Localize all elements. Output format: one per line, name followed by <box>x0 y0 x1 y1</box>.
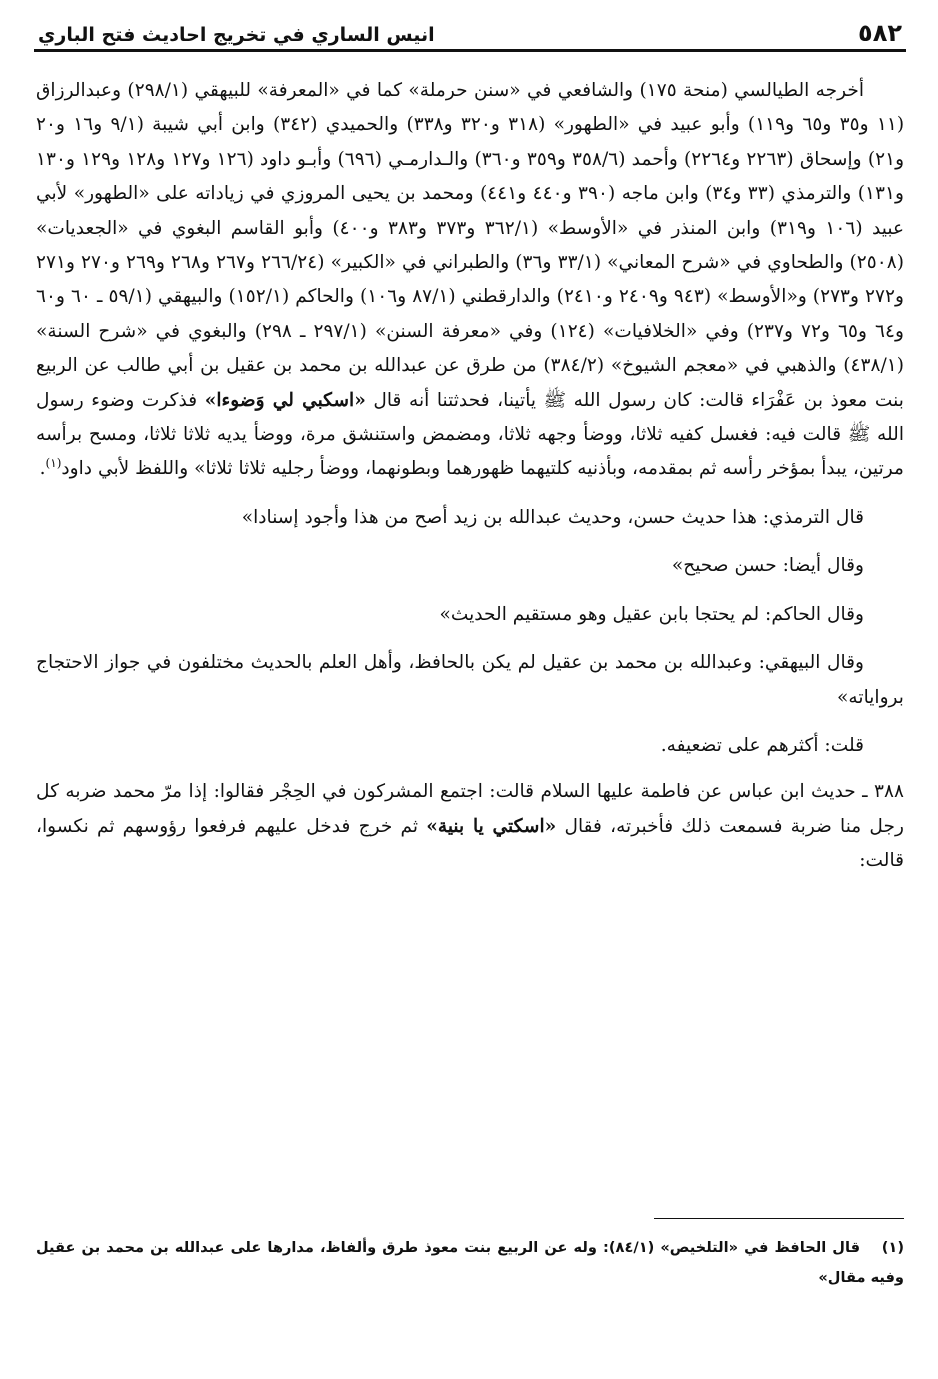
paragraph-takhrij-continuation: فذكرت وضوء رسول الله ﷺ قالت فيه: فغسل كفيه ثلاثا، ووضأ وجهه ثلاثا، ومضمض واستنشق مرة، ووضأ يديه ثلاثا ثلاثا، ومسح برأسه مرتين، يبدأ بمؤخر رأسه ثم بمقدمه، وبأذنيه كلتيهما ظهورهما وبطونهما، ووضأ رجليه ثلاثا ثلاثا» واللفظ لأبي داود <box>36 389 904 480</box>
paragraph-end-mark: . <box>39 458 46 480</box>
running-head <box>34 14 906 52</box>
footnote-area <box>36 1218 904 1293</box>
paragraph-tirmidhi: قال الترمذي: هذا حديث حسن، وحديث عبدالله بن زيد أصح من هذا وأجود إسنادا» <box>241 506 864 528</box>
book-title: انيس الساري في تخريج احاديث فتح الباري <box>38 24 435 46</box>
paragraph-hadith-388 <box>36 775 904 878</box>
footnote-text: قال الحافظ في «التلخيص» (٨٤/١): وله عن الربيع بنت معوذ طرق وألفاظ، مدارها على عبدالله بن محمد بن عقيل وفيه مقال» <box>36 1239 904 1286</box>
paragraph-hakim: وقال الحاكم: لم يحتجا بابن عقيل وهو مستقيم الحديث» <box>439 603 864 625</box>
paragraph-author-note: قلت: أكثرهم على تضعيفه. <box>660 734 864 756</box>
footnote-marker: (١) <box>881 1239 904 1256</box>
page-number: ٥٨٢ <box>858 19 902 47</box>
footnote-divider <box>654 1218 904 1219</box>
paragraph-takhrij <box>36 74 904 487</box>
hadith-388-continuation: ثم خرج فدخل عليهم فرفعوا رؤوسهم ثم نكسوا، قالت: <box>36 815 904 872</box>
hadith-388-text: ٣٨٨ ـ حديث ابن عباس عن فاطمة عليها السلام قالت: اجتمع المشركون في الحِجْر فقالوا: إذا مرّ محمد ضربه كل رجل منا ضربة فسمعت ذلك فأخبرته، فقال <box>36 781 904 837</box>
footnote-1 <box>36 1233 904 1293</box>
prophet-quote: «اسكبي لي وَضوءا» <box>204 389 366 411</box>
main-text <box>34 74 906 879</box>
footnote-reference[interactable]: (١) <box>45 456 62 471</box>
paragraph-tirmidhi-also: وقال أيضا: حسن صحيح» <box>671 555 864 577</box>
book-page <box>34 14 906 1364</box>
hadith-388-quote: «اسكتي يا بنية» <box>426 815 557 837</box>
paragraph-bayhaqi: وقال البيهقي: وعبدالله بن محمد بن عقيل لم يكن بالحافظ، وأهل العلم بالحديث مختلفون في جواز الاحتجاج برواياته» <box>36 652 904 708</box>
paragraph-takhrij-text: أخرجه الطيالسي (منحة ١٧٥) والشافعي في «سنن حرملة» كما في «المعرفة» للبيهقي (٢٩٨/١) وعبدالرزاق (١١ و٣٥ و٦٥ و١١٩) وأبو عبيد في «الطهور» (٣١٨ و٣٢٠ و٣٣٨) والحميدي (٣٤٢) وابن أبي شيبة (٩/١ و١٦ و٢٠ و٢١) وإسحاق (٢٢٦٣ و٢٢٦٤) وأحمد (٣٥٨/٦ و٣٥٩ و٣٦٠) والـدارمـي (٦٩٦) وأبـو داود (١٢٦ و١٢٧ و١٢٨ و١٢٩ و١٣٠ و١٣١) والترمذي (٣٣ و٣٤) وابن ماجه (٣٩٠ و٤٤٠ و٤٤١) ومحمد بن يحيى المروزي في زياداته على «الطهور» لأبي عبيد (١٠٦ و٣١٩) وابن المنذر في «الأوسط» (٣٦٢/١ و٣٧٣ و٣٨٣ و٤٠٠) وأبو القاسم البغوي في «الجعديات» (٢٥٠٨) والطحاوي في «شرح المعاني» (٣٣/١ و٣٦) والطبراني في «الكبير» (٢٦٦/٢٤ و٢٦٧ و٢٦٨ و٢٦٩ و٢٧٠ و٢٧١ و٢٧٢ و٢٧٣) و«الأوسط» (٩٤٣ و٢٤٠٩ و٢٤١٠) والدارقطني (٨٧/١ و١٠٦) والحاكم (١٥٢/١) والبيهقي (٥٩/١ ـ ٦٠ و٦٠ و٦٤ و٦٥ و٧٢ و٢٣٧) وفي «الخلافيات» (١٢٤) وفي «معرفة السنن» (٢٩٧/١ ـ ٢٩٨) والبغوي في «شرح السنة» (٤٣٨/١) والذهبي في «معجم الشيوخ» (٣٨٤/٢) من طرق عن عبدالله بن محمد بن عقيل بن أبي طالب عن الربيع بنت معوذ بن عَفْرَاء قالت: كان رسول الله ﷺ يأتينا، فحدثتنا أنه قال <box>36 80 905 411</box>
